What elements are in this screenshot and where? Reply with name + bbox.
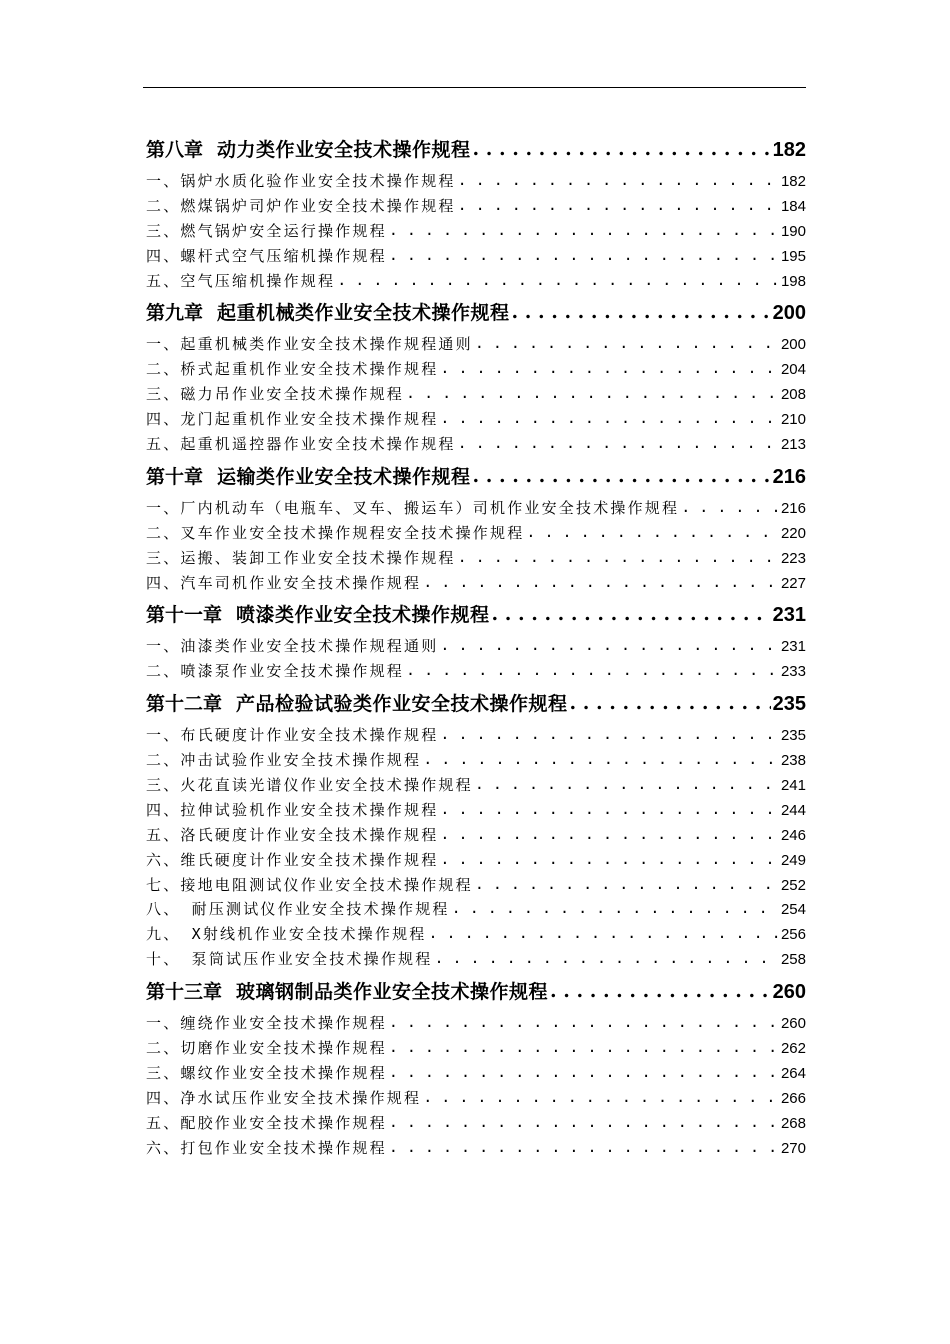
header-rule (143, 87, 806, 88)
toc-entry-row[interactable] (146, 1012, 806, 1037)
toc-entry-row[interactable] (146, 824, 806, 849)
toc-entry-row[interactable] (146, 383, 806, 408)
toc-entry-row[interactable] (146, 572, 806, 597)
dot-leader (389, 1063, 779, 1081)
entry-title: 四、净水试压作业安全技术操作规程 (146, 1088, 422, 1107)
entry-title: 五、空气压缩机操作规程 (146, 271, 336, 290)
entry-title: 七、接地电阻测试仪作业安全技术操作规程 (146, 875, 473, 894)
chapter-page-number: 200 (772, 302, 806, 325)
entry-title: 三、磁力吊作业安全技术操作规程 (146, 385, 405, 404)
toc-entry-row[interactable] (146, 1112, 806, 1137)
toc-entry-row[interactable] (146, 1087, 806, 1112)
entry-title: 二、桥式起重机作业安全技术操作规程 (146, 360, 439, 379)
dot-leader (440, 359, 779, 377)
toc-chapter-row[interactable] (146, 689, 806, 719)
dot-leader (406, 661, 779, 679)
toc-entry-row[interactable] (146, 849, 806, 874)
entry-page-number: 270 (780, 1139, 806, 1157)
toc-entry-row[interactable] (146, 497, 806, 522)
entry-page-number: 241 (780, 777, 806, 795)
entry-title: 一、缠绕作业安全技术操作规程 (146, 1014, 387, 1033)
chapter-title: 运输类作业安全技术操作规程 (217, 465, 471, 488)
dot-leader (406, 384, 779, 402)
dot-leader (440, 409, 779, 427)
entry-title: 一、油漆类作业安全技术操作规程通则 (146, 637, 439, 656)
toc-chapter-row[interactable] (146, 977, 806, 1007)
chapter-number: 第十章 (146, 465, 204, 488)
entry-page-number: 195 (780, 247, 806, 265)
dot-leader (440, 725, 779, 743)
chapter-number: 第十二章 (146, 693, 223, 716)
chapter-title: 起重机械类作业安全技术操作规程 (217, 302, 510, 325)
dot-leader (423, 1088, 779, 1106)
toc-entry-row[interactable] (146, 1062, 806, 1087)
chapter-page-number: 235 (772, 693, 806, 716)
toc-entry-row[interactable] (146, 948, 806, 973)
entry-page-number: 204 (780, 361, 806, 379)
toc-entry-row[interactable] (146, 724, 806, 749)
dot-leader (389, 246, 779, 264)
entry-page-number: 238 (780, 752, 806, 770)
toc-entry-row[interactable] (146, 547, 806, 572)
dot-leader (492, 603, 771, 625)
toc-chapter-row[interactable] (146, 135, 806, 165)
toc-entry-row[interactable] (146, 522, 806, 547)
entry-title: 二、切磨作业安全技术操作规程 (146, 1039, 387, 1058)
entry-page-number: 227 (780, 574, 806, 592)
entry-page-number: 208 (780, 386, 806, 404)
entry-page-number: 252 (780, 876, 806, 894)
dot-leader (550, 980, 771, 1002)
chapter-title: 产品检验试验类作业安全技术操作规程 (236, 693, 568, 716)
entry-title: 五、起重机遥控器作业安全技术操作规程 (146, 435, 456, 454)
entry-title: 二、冲击试验作业安全技术操作规程 (146, 751, 422, 770)
entry-title: 二、燃煤锅炉司炉作业安全技术操作规程 (146, 196, 456, 215)
dot-leader (389, 221, 779, 239)
toc-entry-row[interactable] (146, 635, 806, 660)
entry-page-number: 184 (780, 197, 806, 215)
chapter-title: 动力类作业安全技术操作规程 (217, 139, 471, 161)
toc-chapter-row[interactable] (146, 298, 806, 328)
dot-leader (389, 1138, 779, 1156)
dot-leader (337, 271, 779, 289)
entry-page-number: 220 (780, 524, 806, 542)
dot-leader (458, 548, 779, 566)
dot-leader (389, 1038, 779, 1056)
dot-leader (526, 523, 779, 541)
toc-entry-row[interactable] (146, 898, 806, 923)
toc-entry-row[interactable] (146, 170, 806, 195)
entry-title: 六、打包作业安全技术操作规程 (146, 1138, 387, 1157)
dot-leader (681, 498, 779, 516)
entry-title: 一、锅炉水质化验作业安全技术操作规程 (146, 172, 456, 190)
table-of-contents (146, 135, 806, 1162)
dot-leader (475, 334, 779, 352)
toc-chapter-row[interactable] (146, 462, 806, 492)
toc-entry-row[interactable] (146, 799, 806, 824)
entry-title: 八、 耐压测试仪作业安全技术操作规程 (146, 900, 450, 919)
entry-title: 五、洛氏硬度计作业安全技术操作规程 (146, 825, 439, 844)
dot-leader (423, 573, 779, 591)
toc-entry-row[interactable] (146, 749, 806, 774)
toc-entry-row[interactable] (146, 358, 806, 383)
entry-page-number: 268 (780, 1114, 806, 1132)
entry-title: 九、 X射线机作业安全技术操作规程 (146, 925, 427, 944)
entry-page-number: 223 (780, 549, 806, 567)
entry-title: 三、运搬、装卸工作业安全技术操作规程 (146, 548, 456, 567)
entry-page-number: 264 (780, 1064, 806, 1082)
dot-leader (512, 301, 771, 323)
dot-leader (428, 924, 779, 942)
dot-leader (570, 692, 771, 714)
dot-leader (452, 899, 779, 917)
entry-page-number: 260 (780, 1015, 806, 1033)
entry-page-number: 262 (780, 1040, 806, 1058)
toc-entry-row[interactable] (146, 774, 806, 799)
entry-page-number: 182 (780, 173, 806, 190)
entry-title: 一、厂内机动车（电瓶车、叉车、搬运车）司机作业安全技术操作规程 (146, 498, 680, 517)
entry-title: 四、拉伸试验机作业安全技术操作规程 (146, 800, 439, 819)
entry-title: 二、叉车作业安全技术操作规程安全技术操作规程 (146, 523, 525, 542)
entry-title: 六、维氏硬度计作业安全技术操作规程 (146, 850, 439, 869)
entry-title: 十、 泵筒试压作业安全技术操作规程 (146, 950, 433, 969)
toc-entry-row[interactable] (146, 1037, 806, 1062)
entry-title: 四、汽车司机作业安全技术操作规程 (146, 573, 422, 592)
entry-page-number: 210 (780, 411, 806, 429)
dot-leader (434, 949, 779, 967)
dot-leader (458, 171, 779, 189)
entry-title: 四、螺杆式空气压缩机操作规程 (146, 246, 387, 265)
entry-title: 三、火花直读光谱仪作业安全技术操作规程 (146, 776, 473, 795)
dot-leader (440, 850, 779, 868)
entry-page-number: 256 (780, 926, 806, 944)
dot-leader (440, 825, 779, 843)
entry-title: 二、喷漆泵作业安全技术操作规程 (146, 662, 405, 681)
dot-leader (475, 775, 779, 793)
entry-page-number: 213 (780, 436, 806, 454)
entry-title: 三、燃气锅炉安全运行操作规程 (146, 221, 387, 240)
entry-page-number: 249 (780, 851, 806, 869)
toc-entry-row[interactable] (146, 333, 806, 358)
entry-page-number: 231 (780, 638, 806, 656)
entry-title: 五、配胶作业安全技术操作规程 (146, 1113, 387, 1132)
entry-page-number: 254 (780, 901, 806, 919)
dot-leader (475, 875, 779, 893)
dot-leader (389, 1113, 779, 1131)
dot-leader (423, 750, 779, 768)
chapter-number: 第十一章 (146, 604, 223, 627)
entry-page-number: 198 (780, 272, 806, 290)
toc-chapter-row[interactable] (146, 600, 806, 630)
dot-leader (473, 465, 771, 487)
dot-leader (440, 800, 779, 818)
toc-entry-row[interactable] (146, 923, 806, 948)
entry-title: 三、螺纹作业安全技术操作规程 (146, 1063, 387, 1082)
dot-leader (458, 434, 779, 452)
entry-page-number: 200 (780, 336, 806, 354)
chapter-title: 喷漆类作业安全技术操作规程 (236, 604, 490, 627)
chapter-page-number: 231 (772, 604, 806, 627)
chapter-page-number: 182 (772, 139, 806, 161)
entry-page-number: 190 (780, 222, 806, 240)
toc-entry-row[interactable] (146, 408, 806, 433)
entry-page-number: 266 (780, 1089, 806, 1107)
toc-entry-row[interactable] (146, 270, 806, 295)
dot-leader (440, 636, 779, 654)
chapter-page-number: 216 (772, 465, 806, 488)
entry-page-number: 258 (780, 951, 806, 969)
entry-title: 一、布氏硬度计作业安全技术操作规程 (146, 726, 439, 745)
toc-entry-row[interactable] (146, 1137, 806, 1162)
chapter-number: 第八章 (146, 139, 204, 161)
toc-entry-row[interactable] (146, 433, 806, 458)
entry-page-number: 235 (780, 727, 806, 745)
entry-page-number: 216 (780, 499, 806, 517)
dot-leader (458, 196, 779, 214)
entry-page-number: 244 (780, 801, 806, 819)
toc-entry-row[interactable] (146, 195, 806, 220)
toc-entry-row[interactable] (146, 220, 806, 245)
entry-title: 一、起重机械类作业安全技术操作规程通则 (146, 335, 473, 354)
entry-page-number: 246 (780, 826, 806, 844)
entry-page-number: 233 (780, 663, 806, 681)
chapter-number: 第九章 (146, 302, 204, 325)
chapter-number: 第十三章 (146, 981, 223, 1004)
chapter-page-number: 260 (772, 981, 806, 1004)
dot-leader (389, 1013, 779, 1031)
toc-entry-row[interactable] (146, 874, 806, 899)
toc-entry-row[interactable] (146, 245, 806, 270)
dot-leader (473, 138, 771, 160)
toc-entry-row[interactable] (146, 660, 806, 685)
chapter-title: 玻璃钢制品类作业安全技术操作规程 (236, 981, 549, 1004)
entry-title: 四、龙门起重机作业安全技术操作规程 (146, 410, 439, 429)
